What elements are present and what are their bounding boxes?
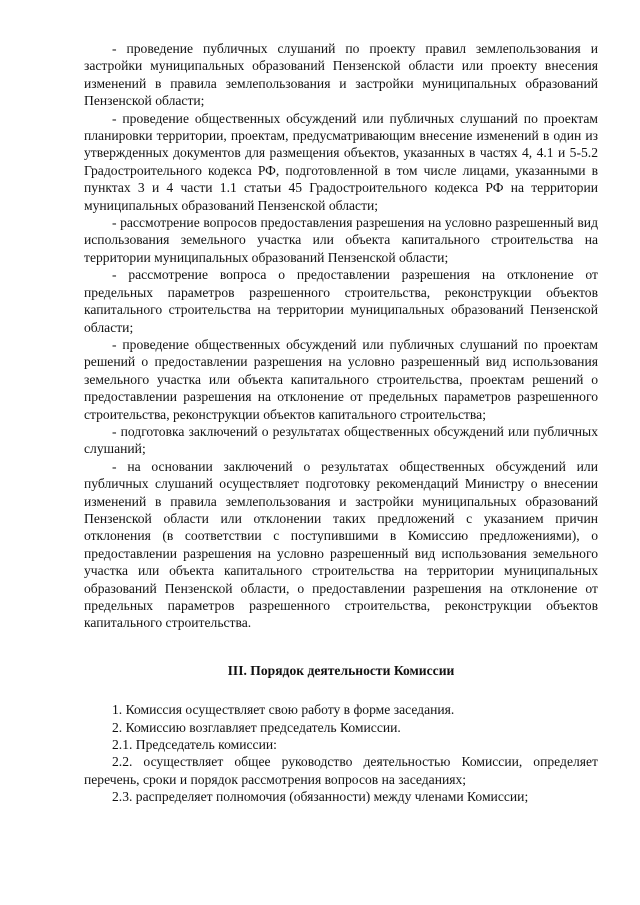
- numbered-item: 2. Комиссию возглавляет председатель Комиссии.: [112, 719, 401, 735]
- document-body: [84, 40, 598, 806]
- numbered-item: 2.1. Председатель комиссии:: [112, 737, 277, 753]
- list-item: - проведение общественных обсуждений или публичных слушаний по проектам решений о предоставлении разрешения на условно разрешенный вид использования земельного участка или объекта капитального строительства, проектам решений о предоставлении разрешения на отклонение от предельных параметров разрешенного строительства, реконструкции объектов капитального строительства;: [84, 336, 598, 422]
- list-item: - подготовка заключений о результатах общественных обсуждений или публичных слушаний;: [84, 423, 598, 457]
- list-item: - рассмотрение вопроса о предоставлении разрешения на отклонение от предельных параметров разрешенного строительства, реконструкции объектов капитального строительства на территории муниципальных образований Пензенской области;: [84, 267, 598, 335]
- numbered-item: 2.3. распределяет полномочия (обязанности) между членами Комиссии;: [112, 789, 529, 805]
- section-heading: III. Порядок деятельности Комиссии: [227, 662, 455, 678]
- numbered-item: 1. Комиссия осуществляет свою работу в форме заседания.: [112, 702, 455, 718]
- list-item: - проведение общественных обсуждений или публичных слушаний по проектам планировки территории, проектам, предусматривающим внесение изменений в один из утвержденных документов для размещения объектов, указанных в частях 4, 4.1 и 5-5.2 Градостроительного кодекса РФ, подготовленной в том числе лицами, указанными в пунктах 3 и 4 части 1.1 статьи 45 Градостроительного кодекса РФ на территории муниципальных образований Пензенской области;: [84, 110, 598, 213]
- list-item: - на основании заключений о результатах общественных обсуждений или публичных слушаний осуществляет подготовку рекомендаций Министру о внесении изменений в правила землепользования и застройки муниципальных образований Пензенской области или отклонении таких предложений с указанием причин отклонения (в соответствии с поступившими в Комиссию предложениями), о предоставлении разрешения на условно разрешенный вид использования земельного участка или объекта капитального строительства на территории муниципальных образований Пензенской области, о предоставлении разрешения на отклонение от предельных параметров разрешенного строительства, реконструкции объектов капитального строительства.: [84, 458, 598, 631]
- list-item: - проведение публичных слушаний по проекту правил землепользования и застройки муниципальных образований Пензенской области или проекту внесения изменений в правила землепользования и застройки муниципальных образований Пензенской области;: [84, 41, 598, 109]
- list-item: - рассмотрение вопросов предоставления разрешения на условно разрешенный вид использования земельного участка или объекта капитального строительства на территории муниципальных образований Пензенской области;: [84, 215, 598, 265]
- numbered-item: 2.2. осуществляет общее руководство деятельностью Комиссии, определяет перечень, сроки и порядок рассмотрения вопросов на заседаниях;: [84, 754, 598, 787]
